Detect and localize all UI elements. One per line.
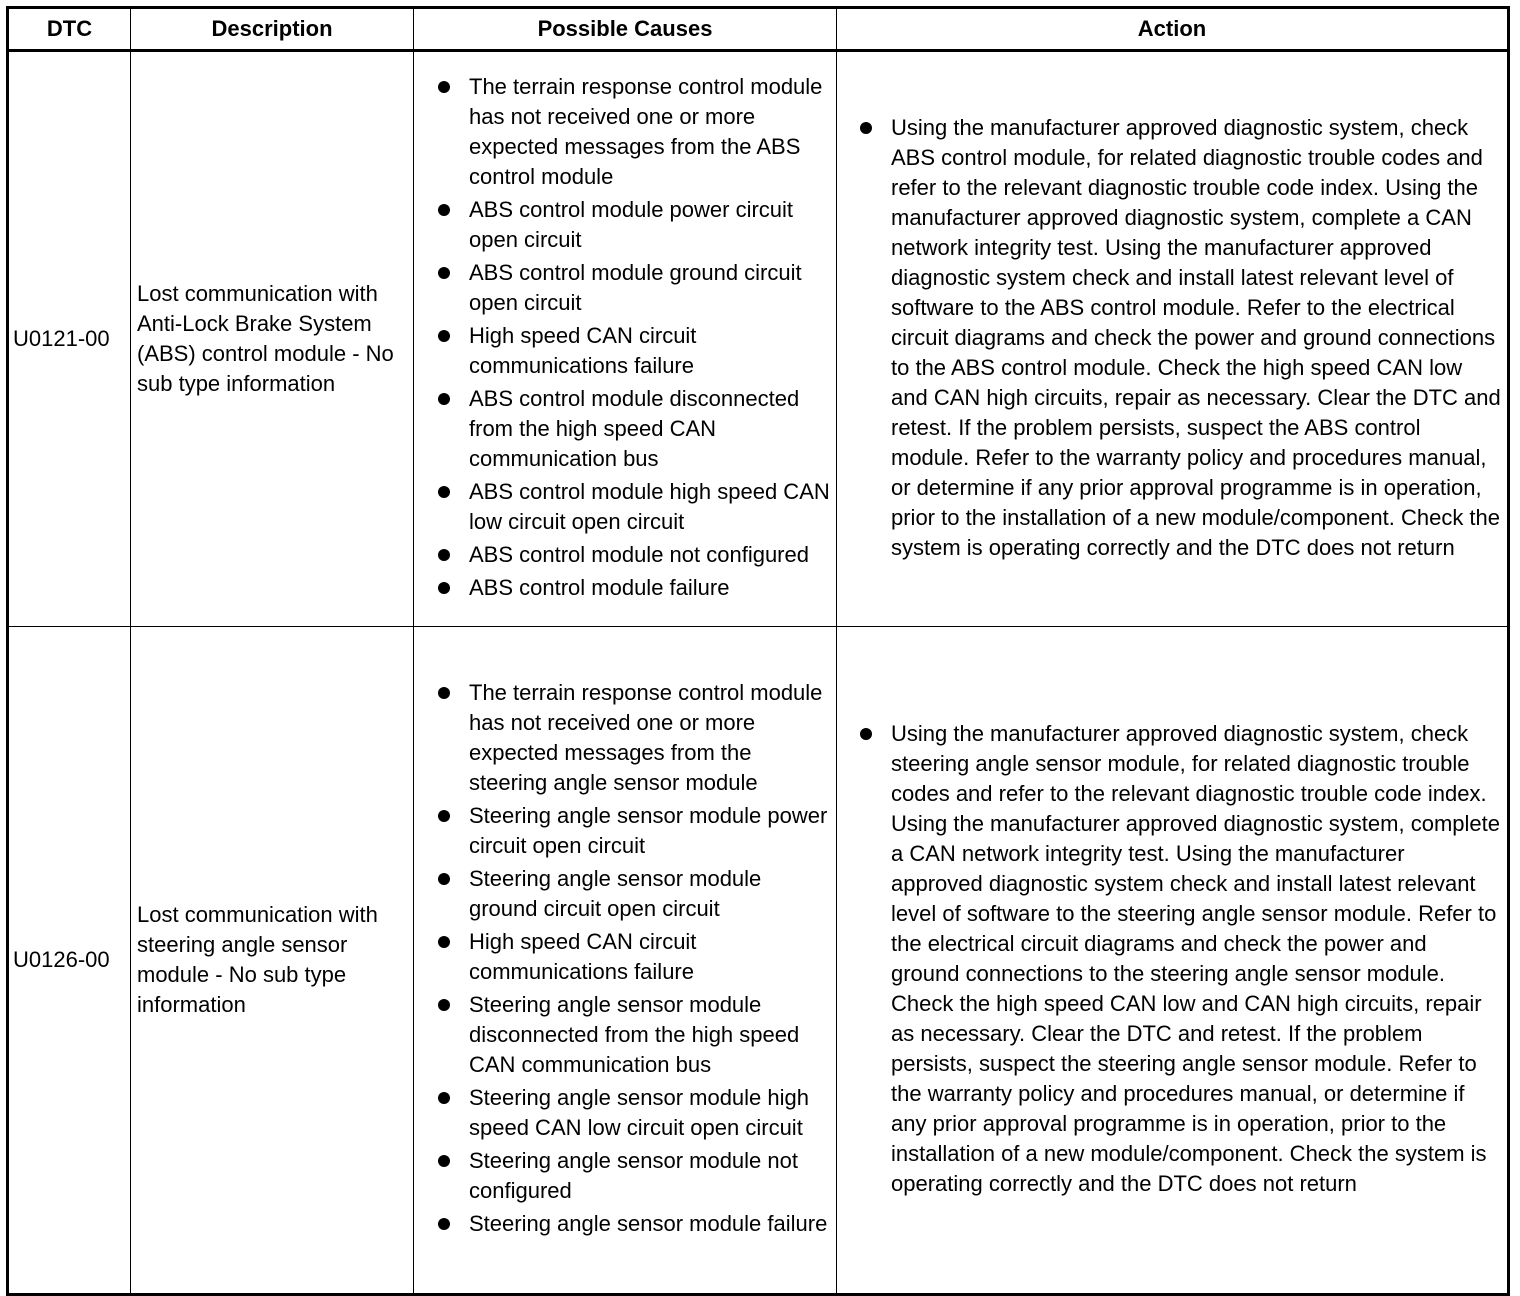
bullet-icon (438, 330, 450, 342)
table-row (8, 627, 1509, 1295)
bullet-icon (438, 204, 450, 216)
action-text: Using the manufacturer approved diagnostic system, check ABS control module, for related diagnostic trouble codes and refer to the relevant diagnostic trouble code index. Using the manufacturer approved diagnostic system, complete a CAN network integrity test. Using the manufacturer approved diagnostic system check and install latest relevant level of software to the ABS control module. Refer to the electrical circuit diagrams and check the power and ground connections to the ABS control module. Check the high speed CAN low and CAN high circuits, repair as necessary. Clear the DTC and retest. If the problem persists, suspect the ABS control module. Refer to the warranty policy and procedures manual, or determine if any prior approval programme is in operation, prior to the installation of a new module/component. Check the system is operating correctly and the DTC does not return (891, 114, 1501, 560)
dtc-code: U0121-00 (8, 51, 131, 627)
possible-causes-cell (414, 627, 837, 1295)
bullet-icon (438, 1155, 450, 1167)
cause-item (414, 678, 832, 798)
cause-item (414, 1209, 832, 1239)
bullet-icon (438, 810, 450, 822)
possible-causes-list (414, 72, 832, 603)
cause-item (414, 195, 832, 255)
action-cell (837, 51, 1509, 627)
cause-text: Steering angle sensor module failure (469, 1211, 828, 1236)
bullet-icon (860, 728, 872, 740)
cause-text: ABS control module high speed CAN low circuit open circuit (469, 479, 830, 534)
bullet-icon (438, 393, 450, 405)
cause-item (414, 801, 832, 861)
bullet-icon (438, 486, 450, 498)
cause-text: Steering angle sensor module not configured (469, 1148, 798, 1203)
cause-item (414, 1146, 832, 1206)
cause-text: ABS control module power circuit open circuit (469, 197, 794, 252)
action-item (837, 719, 1501, 1199)
action-item (837, 113, 1501, 563)
bullet-icon (438, 936, 450, 948)
header-action: Action (837, 8, 1509, 51)
cause-item (414, 477, 832, 537)
cause-item (414, 990, 832, 1080)
cause-text: Steering angle sensor module disconnected from the high speed CAN communication bus (469, 992, 800, 1077)
cause-item (414, 573, 832, 603)
cause-item (414, 384, 832, 474)
dtc-code: U0126-00 (8, 627, 131, 1295)
action-list (837, 719, 1501, 1199)
action-cell (837, 627, 1509, 1295)
header-description: Description (131, 8, 414, 51)
bullet-icon (438, 687, 450, 699)
dtc-table (6, 6, 1510, 1296)
bullet-icon (438, 1218, 450, 1230)
bullet-icon (860, 122, 872, 134)
cause-text: The terrain response control module has not received one or more expected messages from the ABS control module (469, 74, 823, 189)
cause-text: The terrain response control module has not received one or more expected messages from the steering angle sensor module (469, 680, 823, 795)
dtc-description: Lost communication with Anti-Lock Brake System (ABS) control module - No sub type information (131, 51, 414, 627)
cause-text: ABS control module failure (469, 575, 730, 600)
bullet-icon (438, 1092, 450, 1104)
table-row (8, 51, 1509, 627)
cause-item (414, 1083, 832, 1143)
header-dtc: DTC (8, 8, 131, 51)
action-text: Using the manufacturer approved diagnostic system, check steering angle sensor module, for related diagnostic trouble codes and refer to the relevant diagnostic trouble code index. Using the manufacturer approved diagnostic system, complete a CAN network integrity test. Using the manufacturer approved diagnostic system check and install latest relevant level of software to the steering angle sensor module. Refer to the electrical circuit diagrams and check the power and ground connections to the steering angle sensor module. Check the high speed CAN low and CAN high circuits, repair as necessary. Clear the DTC and retest. If the problem persists, suspect the steering angle sensor module. Refer to the warranty policy and procedures manual, or determine if any prior approval programme is in operation, prior to the installation of a new module/component. Check the system is operating correctly and the DTC does not return (891, 720, 1500, 1196)
header-possible-causes: Possible Causes (414, 8, 837, 51)
cause-text: High speed CAN circuit communications failure (469, 323, 697, 378)
bullet-icon (438, 81, 450, 93)
action-list (837, 113, 1501, 563)
cause-text: Steering angle sensor module ground circuit open circuit (469, 866, 762, 921)
possible-causes-cell (414, 51, 837, 627)
cause-text: ABS control module not configured (469, 542, 809, 567)
cause-item (414, 72, 832, 192)
cause-item (414, 927, 832, 987)
cause-item (414, 258, 832, 318)
cause-item (414, 540, 832, 570)
header-row (8, 8, 1509, 51)
cause-text: High speed CAN circuit communications failure (469, 929, 697, 984)
cause-text: Steering angle sensor module high speed CAN low circuit open circuit (469, 1085, 810, 1140)
dtc-description: Lost communication with steering angle sensor module - No sub type information (131, 627, 414, 1295)
bullet-icon (438, 873, 450, 885)
bullet-icon (438, 999, 450, 1011)
possible-causes-list (414, 678, 832, 1239)
cause-text: Steering angle sensor module power circuit open circuit (469, 803, 828, 858)
cause-item (414, 321, 832, 381)
cause-item (414, 864, 832, 924)
cause-text: ABS control module ground circuit open circuit (469, 260, 802, 315)
cause-text: ABS control module disconnected from the high speed CAN communication bus (469, 386, 800, 471)
bullet-icon (438, 549, 450, 561)
bullet-icon (438, 267, 450, 279)
bullet-icon (438, 582, 450, 594)
